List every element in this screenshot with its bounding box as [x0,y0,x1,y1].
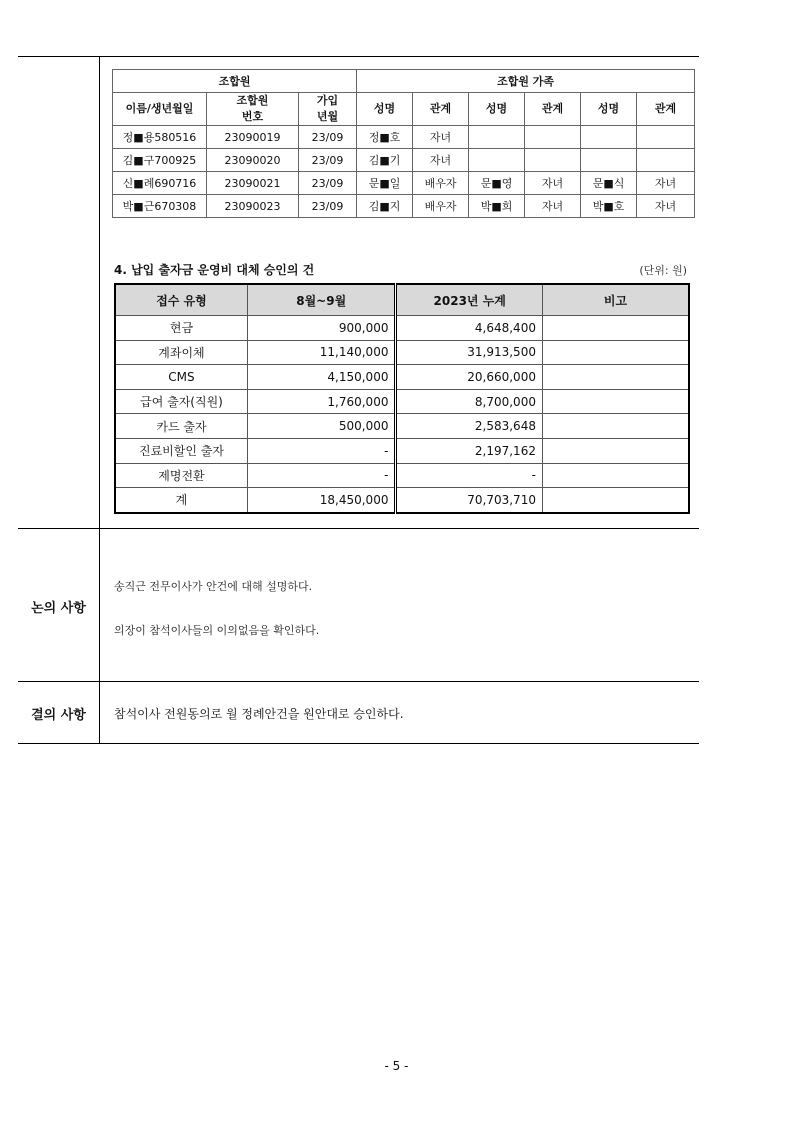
cell-f1-rel: 자녀 [413,149,469,172]
contribution-table [114,283,690,514]
col-family2-rel: 관계 [525,93,581,126]
col-join-ym: 가입 년월 [299,93,357,126]
cell-f1-rel: 배우자 [413,172,469,195]
cell-cumulative: 20,660,000 [396,365,543,390]
cell-f1-name: 김■기 [357,149,413,172]
cell-cumulative: 8,700,000 [396,389,543,414]
resolution-text: 참석이사 전원동의로 월 정례안건을 원안대로 승인하다. [114,707,404,721]
cell-f3-rel [637,149,695,172]
cell-cumulative: 31,913,500 [396,340,543,365]
table-row [113,195,695,218]
member-group-header: 조합원 [113,70,357,93]
table-row [115,389,689,414]
table-row [115,438,689,463]
cell-member-no: 23090021 [207,172,299,195]
cell-note [542,438,689,463]
cell-period: 18,450,000 [247,488,396,513]
top-rule [18,56,699,57]
cell-f2-rel [525,149,581,172]
cell-type: 급여 출자(직원) [115,389,247,414]
cell-f3-name [581,149,637,172]
cell-f2-name: 문■영 [469,172,525,195]
col-note: 비고 [542,284,689,316]
family-group-header: 조합원 가족 [357,70,695,93]
cell-join-ym: 23/09 [299,149,357,172]
cell-period: 900,000 [247,316,396,341]
cell-type: 현금 [115,316,247,341]
cell-join-ym: 23/09 [299,126,357,149]
cell-f2-name [469,126,525,149]
section-title: 4. 납입 출자금 운영비 대체 승인의 건 [114,263,315,277]
cell-name: 정■용580516 [113,126,207,149]
col-family1-name: 성명 [357,93,413,126]
cell-f2-rel: 자녀 [525,195,581,218]
cell-member-no: 23090023 [207,195,299,218]
section-rule-2 [18,681,699,682]
cell-type: CMS [115,365,247,390]
cell-note [542,463,689,488]
cell-f2-name [469,149,525,172]
discussion-line-2: 의장이 참석이사들의 이의없음을 확인하다. [114,624,320,637]
cell-f1-name: 김■지 [357,195,413,218]
table-row [113,126,695,149]
cell-note [542,365,689,390]
cell-f1-name: 정■호 [357,126,413,149]
cell-type: 진료비할인 출자 [115,438,247,463]
discussion-line-1: 송직근 전무이사가 안건에 대해 설명하다. [114,580,313,593]
cell-type: 계 [115,488,247,513]
table-row [115,365,689,390]
cell-period: 1,760,000 [247,389,396,414]
table-row [115,488,689,513]
col-family3-name: 성명 [581,93,637,126]
cell-f2-name: 박■희 [469,195,525,218]
cell-f3-rel: 자녀 [637,195,695,218]
cell-note [542,389,689,414]
label-divider [99,56,100,743]
cell-f3-rel [637,126,695,149]
cell-f2-rel [525,126,581,149]
table-row [115,463,689,488]
col-family2-name: 성명 [469,93,525,126]
cell-note [542,340,689,365]
col-family1-rel: 관계 [413,93,469,126]
cell-cumulative: 4,648,400 [396,316,543,341]
cell-note [542,316,689,341]
cell-cumulative: - [396,463,543,488]
cell-period: 11,140,000 [247,340,396,365]
cell-name: 김■구700925 [113,149,207,172]
cell-join-ym: 23/09 [299,195,357,218]
cell-cumulative: 2,583,648 [396,414,543,439]
cell-type: 계좌이체 [115,340,247,365]
table-row [113,149,695,172]
cell-f2-rel: 자녀 [525,172,581,195]
cell-join-ym: 23/09 [299,172,357,195]
section-rule-1 [18,528,699,529]
member-family-table [112,69,695,218]
cell-f3-rel: 자녀 [637,172,695,195]
cell-period: - [247,438,396,463]
table-row [115,414,689,439]
cell-period: 500,000 [247,414,396,439]
cell-f3-name [581,126,637,149]
unit-note: (단위: 원) [639,264,687,277]
discussion-label: 논의 사항 [31,601,86,616]
col-name-dob: 이름/생년월일 [113,93,207,126]
table-row [115,316,689,341]
cell-name: 신■례690716 [113,172,207,195]
cell-f1-rel: 자녀 [413,126,469,149]
cell-type: 제명전환 [115,463,247,488]
col-family3-rel: 관계 [637,93,695,126]
page-number: - 5 - [384,1059,409,1073]
resolution-label: 결의 사항 [31,708,86,723]
cell-name: 박■근670308 [113,195,207,218]
cell-f1-name: 문■일 [357,172,413,195]
col-type: 접수 유형 [115,284,247,316]
cell-type: 카드 출자 [115,414,247,439]
cell-cumulative: 2,197,162 [396,438,543,463]
cell-period: 4,150,000 [247,365,396,390]
bottom-rule [18,743,699,744]
cell-note [542,414,689,439]
cell-f3-name: 문■식 [581,172,637,195]
col-period: 8월~9월 [247,284,396,316]
cell-f3-name: 박■호 [581,195,637,218]
cell-member-no: 23090020 [207,149,299,172]
cell-period: - [247,463,396,488]
cell-cumulative: 70,703,710 [396,488,543,513]
col-member-no: 조합원 번호 [207,93,299,126]
cell-f1-rel: 배우자 [413,195,469,218]
table-row [115,340,689,365]
col-cumulative: 2023년 누계 [396,284,543,316]
cell-note [542,488,689,513]
table-row [113,172,695,195]
cell-member-no: 23090019 [207,126,299,149]
